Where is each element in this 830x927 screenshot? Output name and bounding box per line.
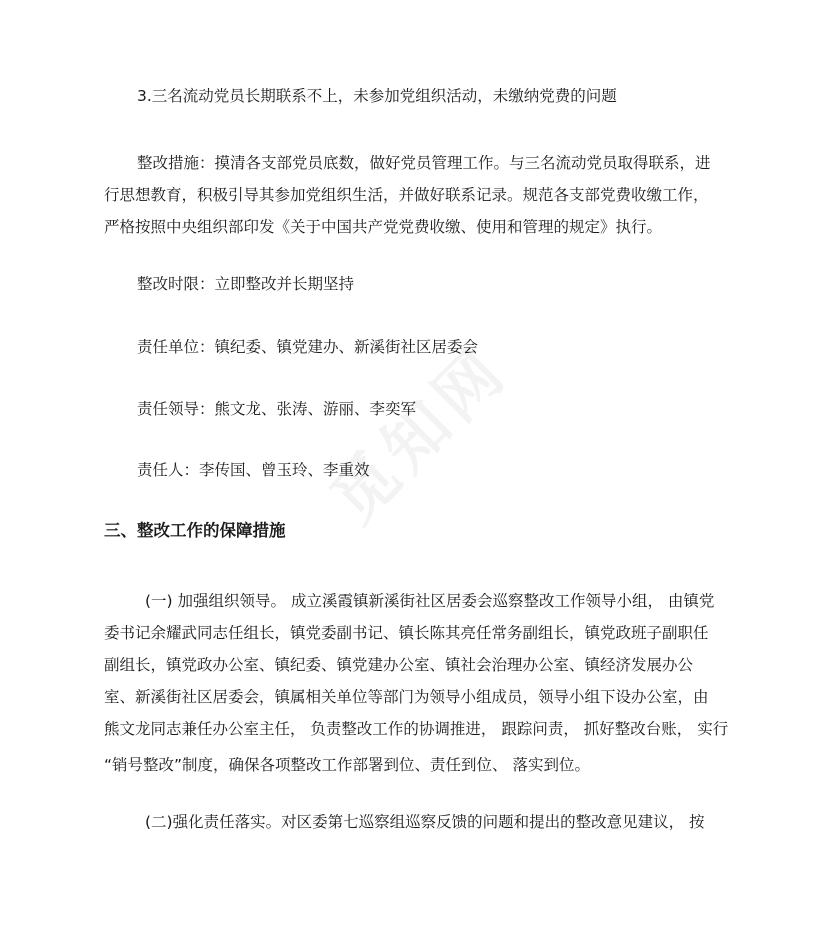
measures-line-2: 行思想教育，积极引导其参加党组织生活，并做好联系记录。规范各支部党费收缴工作， [104, 186, 709, 204]
responsible-leaders: 责任领导：熊文龙、张涛、游丽、李奕军 [137, 400, 417, 418]
section-heading: 三、整改工作的保障措施 [104, 521, 286, 540]
para2-line-1: (二)强化责任落实。对区委第七巡察组巡察反馈的问题和提出的整改意见建议， 按 [145, 813, 705, 831]
para1-line-1: (一) 加强组织领导。 成立溪霞镇新溪街社区居委会巡察整改工作领导小组， 由镇党 [145, 592, 715, 610]
responsible-persons: 责任人：李传国、曾玉玲、李重效 [137, 461, 370, 479]
responsible-unit: 责任单位：镇纪委、镇党建办、新溪街社区居委会 [137, 338, 479, 356]
para1-line-3: 副组长，镇党政办公室、镇纪委、镇党建办公室、镇社会治理办公室、镇经济发展办公 [104, 656, 694, 674]
para1-line-2: 委书记余耀武同志任组长，镇党委副书记、镇长陈其亮任常务副组长，镇党政班子副职任 [104, 624, 709, 642]
measures-line-1: 整改措施：摸清各支部党员底数，做好党员管理工作。与三名流动党员取得联系，进 [137, 154, 711, 172]
deadline: 整改时限：立即整改并长期坚持 [137, 275, 355, 293]
para1-line-6: “销号整改”制度，确保各项整改工作部署到位、责任到位、 落实到位。 [104, 756, 590, 774]
item3-title: 3.三名流动党员长期联系不上，未参加党组织活动，未缴纳党费的问题 [137, 87, 617, 105]
para1-line-5: 熊文龙同志兼任办公室主任， 负责整改工作的协调推进， 跟踪问责， 抓好整改台账， 实行 [104, 720, 729, 738]
para1-line-4: 室、新溪街社区居委会，镇属相关单位等部门为领导小组成员，领导小组下设办公室，由 [104, 688, 709, 706]
measures-line-3: 严格按照中央组织部印发《关于中国共产党党费收缴、使用和管理的规定》执行。 [104, 218, 663, 236]
